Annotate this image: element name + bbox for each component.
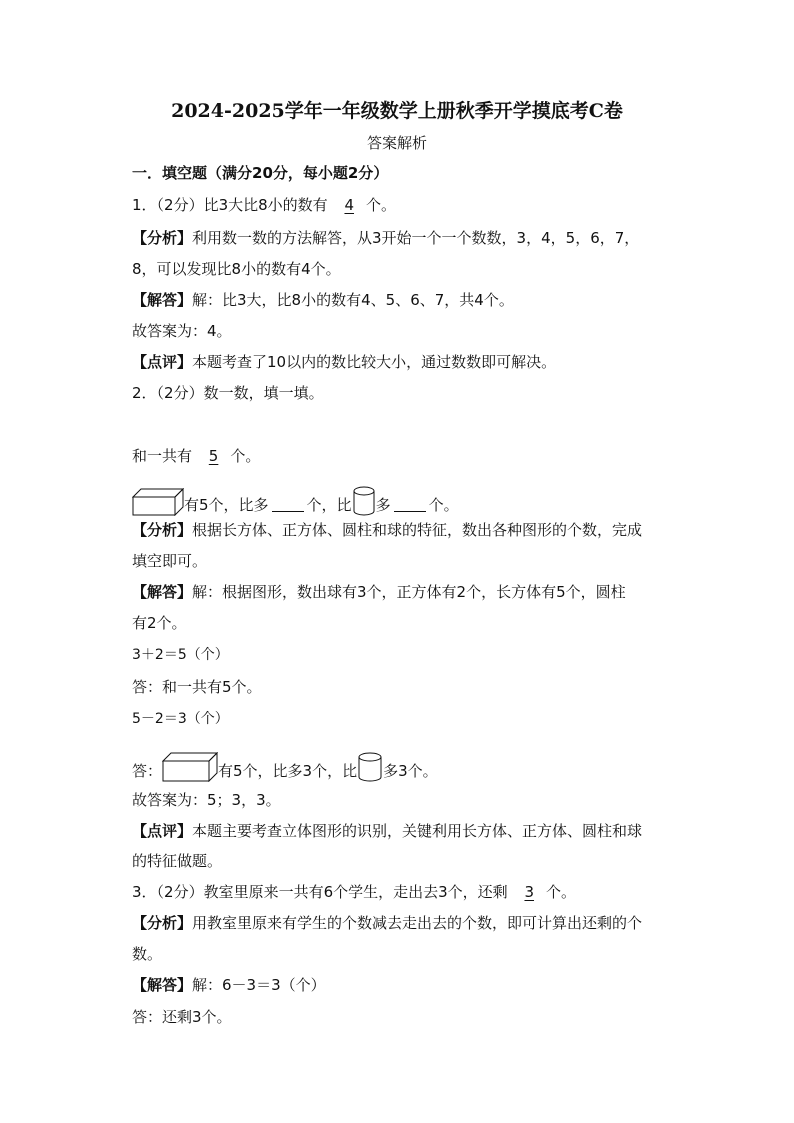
q2-compare-part1: 有5个，比多 [184, 496, 269, 514]
q2-compare-part4: 个。 [428, 496, 459, 514]
q3-prefix: 3．（2分）教室里原来一共有6个学生，走出去3个，还剩 [132, 883, 508, 901]
q2-ans2-part1: 有5个，比多3个，比 [218, 762, 358, 780]
q2-review-line2: 的特征做题。 [132, 852, 223, 870]
q2-analysis-line2: 填空即可。 [132, 552, 208, 570]
q1-suffix: 个。 [366, 196, 397, 214]
q1-stem [132, 195, 396, 215]
cylinder-icon [352, 486, 376, 521]
q2-answer-line1: 解：根据图形，数出球有3个，正方体有2个，长方体有5个，圆柱 [192, 583, 626, 601]
q2-compare-line [132, 486, 459, 521]
q2-calc2: 5－2＝3（个） [132, 711, 229, 727]
q3-analysis-line2: 数。 [132, 945, 163, 963]
page-subtitle: 答案解析 [366, 134, 427, 152]
q2-analysis [132, 520, 642, 540]
q2-answer-tag: 【解答】 [132, 583, 193, 601]
q3-answer [132, 975, 326, 995]
q1-answer-tag: 【解答】 [132, 291, 193, 309]
q2-compare-part2: 个，比 [306, 496, 352, 514]
q2-total-prefix: 和一共有 [132, 447, 193, 465]
q2-ans2-prefix: 答： [132, 762, 163, 780]
q2-calc1: 3＋2＝5（个） [132, 647, 229, 663]
q2-answer-line2: 有2个。 [132, 614, 187, 632]
q3-analysis-line1: 用教室里原来有学生的个数减去走出去的个数，即可计算出还剩的个 [192, 914, 643, 932]
q3-answer-text: 解：6－3＝3（个） [192, 976, 326, 994]
q1-answer-blank: 4 [344, 196, 355, 214]
q2-review-line1: 本题主要考查立体图形的识别，关键利用长方体、正方体、圆柱和球 [192, 822, 643, 840]
q2-blank-1 [272, 496, 304, 512]
q2-total-suffix: 个。 [230, 447, 261, 465]
q1-analysis-tag: 【分析】 [132, 229, 193, 247]
cuboid-icon [162, 752, 218, 787]
q3-analysis [132, 913, 642, 933]
q1-analysis [132, 228, 639, 248]
q1-final: 故答案为：4。 [132, 322, 232, 340]
q1-analysis-line1: 利用数一数的方法解答，从3开始一个一个数数，3，4，5，6，7， [192, 229, 640, 247]
q2-total-answer-blank: 5 [208, 447, 219, 465]
q2-total-line [132, 446, 260, 466]
q3-stem [132, 882, 576, 902]
q3-analysis-tag: 【分析】 [132, 914, 193, 932]
q2-ans1: 答：和一共有5个。 [132, 678, 262, 696]
cylinder-icon [357, 752, 383, 787]
q1-analysis-line2: 8，可以发现比8小的数有4个。 [132, 260, 341, 278]
q1-review [132, 352, 556, 372]
cuboid-icon [132, 488, 184, 521]
q1-answer-text: 解：比3大，比8小的数有4、5、6、7，共4个。 [192, 291, 514, 309]
page-title: 2024-2025学年一年级数学上册秋季开学摸底考C卷 [171, 100, 623, 122]
q3-ans: 答：还剩3个。 [132, 1008, 232, 1026]
q1-review-tag: 【点评】 [132, 353, 193, 371]
q2-analysis-line1: 根据长方体、正方体、圆柱和球的特征，数出各种图形的个数，完成 [192, 521, 643, 539]
q2-compare-part3: 多 [375, 496, 391, 514]
q2-review [132, 821, 642, 841]
q3-suffix: 个。 [546, 883, 577, 901]
q2-ans2-line [132, 752, 438, 787]
q2-analysis-tag: 【分析】 [132, 521, 193, 539]
q2-review-tag: 【点评】 [132, 822, 193, 840]
q2-blank-2 [394, 496, 426, 512]
q2-ans2-part2: 多3个。 [383, 762, 438, 780]
q2-stem: 2．（2分）数一数，填一填。 [132, 384, 324, 402]
q3-answer-tag: 【解答】 [132, 976, 193, 994]
q1-review-text: 本题考查了10以内的数比较大小，通过数数即可解决。 [192, 353, 557, 371]
q2-final: 故答案为：5；3，3。 [132, 791, 281, 809]
section-heading: 一．填空题（满分20分，每小题2分） [132, 164, 389, 182]
q2-answer [132, 582, 626, 602]
q1-answer [132, 290, 514, 310]
q3-answer-blank: 3 [524, 883, 535, 901]
q1-prefix: 1．（2分）比3大比8小的数有 [132, 196, 328, 214]
